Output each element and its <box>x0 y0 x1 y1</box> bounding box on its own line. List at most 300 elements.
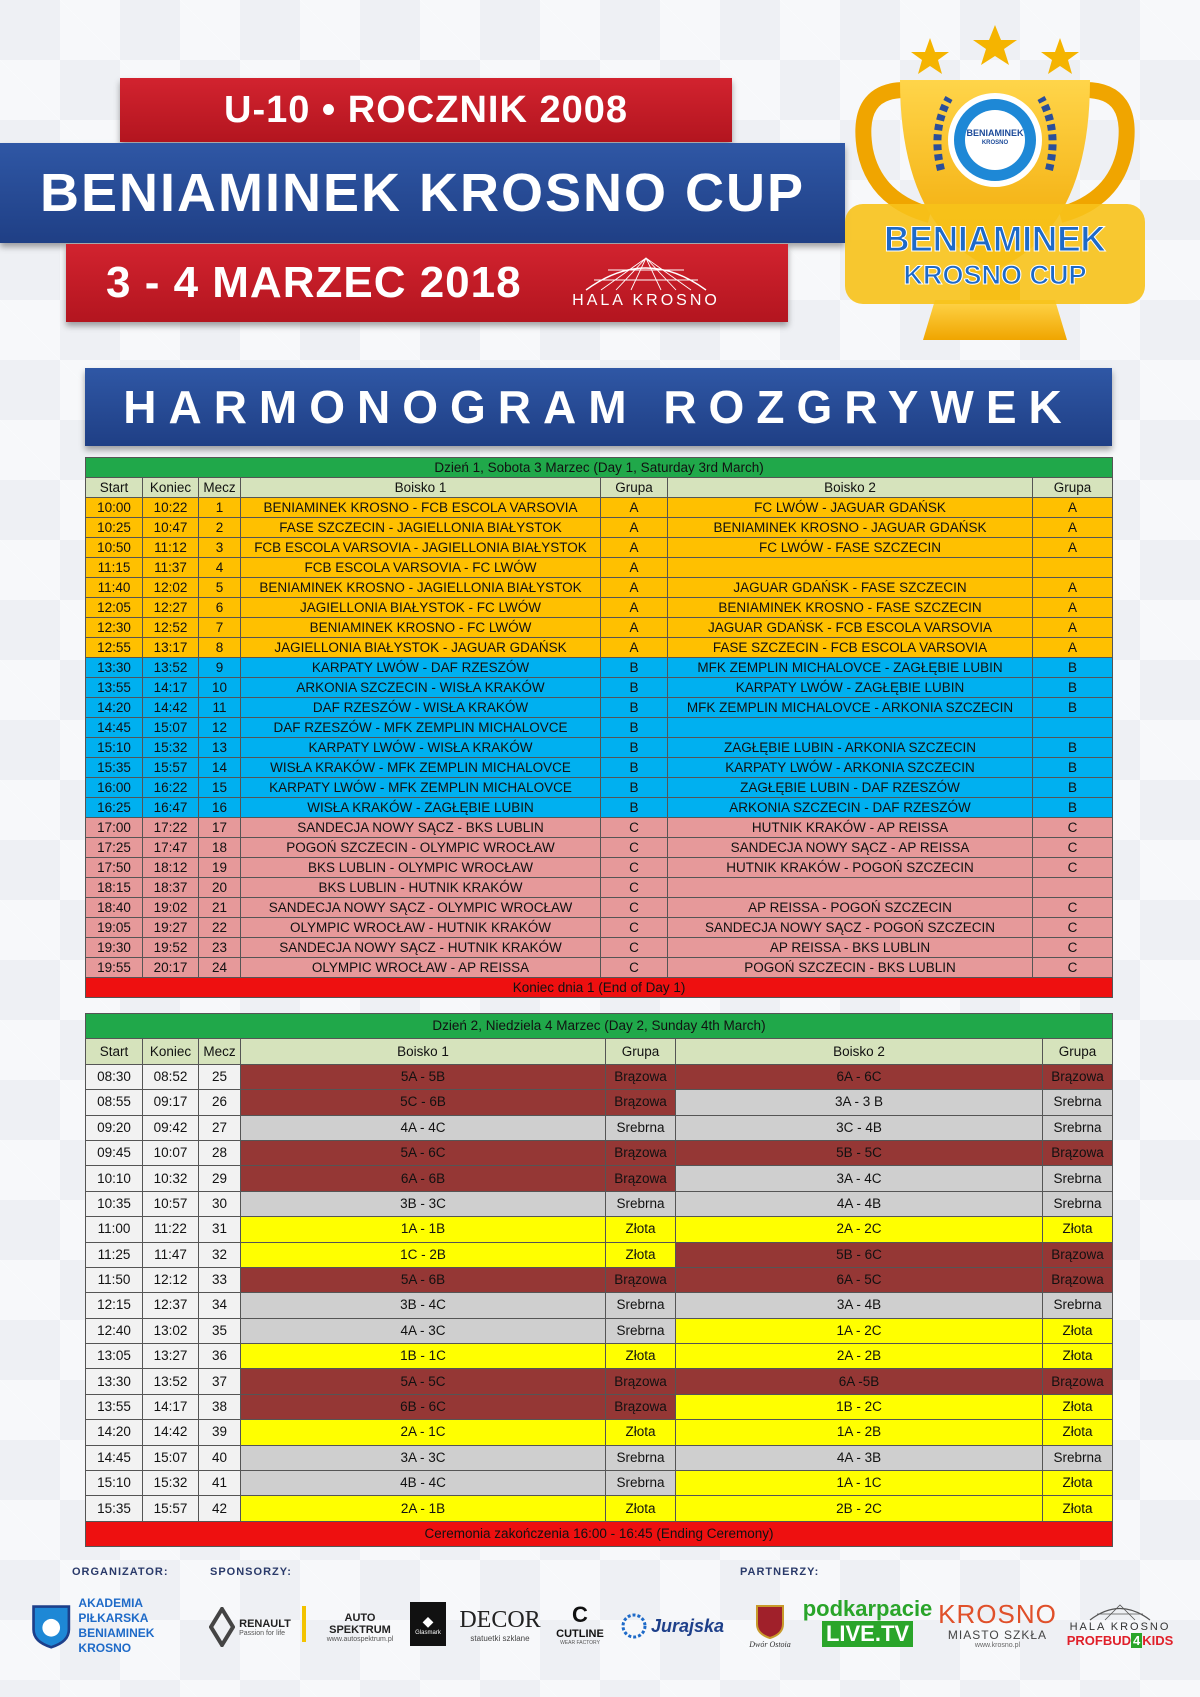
jurajska-text: Jurajska <box>650 1615 725 1636</box>
column-header: Mecz <box>199 478 241 498</box>
table-cell: 17:50 <box>86 858 143 878</box>
table-cell: B <box>601 758 668 778</box>
table-cell: DAF RZESZÓW - WISŁA KRAKÓW <box>241 698 601 718</box>
table-cell: C <box>601 958 668 978</box>
krosno-tagline: MIASTO SZKŁA <box>947 1627 1048 1642</box>
table-cell: Brązowa <box>606 1267 676 1292</box>
table-cell: 5B - 5C <box>676 1140 1043 1165</box>
table-cell: 10:10 <box>86 1166 143 1191</box>
table-cell: 2A - 2C <box>676 1217 1043 1242</box>
table-cell: 15:32 <box>143 1471 199 1496</box>
table-cell: 32 <box>199 1242 241 1267</box>
table-cell: 11:50 <box>86 1267 143 1292</box>
table-cell: 13:55 <box>86 1394 143 1419</box>
table-row <box>86 1394 1113 1419</box>
day2-heading: Dzień 2, Niedziela 4 Marzec (Day 2, Sunday 4th March) <box>86 1014 1113 1039</box>
table-cell: 19:30 <box>86 938 143 958</box>
venue-logo <box>556 252 736 316</box>
table-cell: MFK ZEMPLIN MICHALOVCE - ARKONIA SZCZECIN <box>668 698 1033 718</box>
table-cell: 6B - 6C <box>241 1394 606 1419</box>
table-cell: Brązowa <box>606 1166 676 1191</box>
table-cell: 14:42 <box>143 698 199 718</box>
table-cell: 2 <box>199 518 241 538</box>
table-cell: 12:40 <box>86 1318 143 1343</box>
table-cell: 20 <box>199 878 241 898</box>
table-cell: 22 <box>199 918 241 938</box>
table-cell: C <box>601 858 668 878</box>
table-row <box>86 1293 1113 1318</box>
table-row <box>86 638 1113 658</box>
table-cell: 6A -5B <box>676 1369 1043 1394</box>
table-cell: Brązowa <box>606 1369 676 1394</box>
table-cell: 09:42 <box>143 1115 199 1140</box>
table-cell: HUTNIK KRAKÓW - AP REISSA <box>668 818 1033 838</box>
table-cell: 1B - 2C <box>676 1394 1043 1419</box>
arena-roof-icon <box>1085 1601 1155 1621</box>
table-cell: A <box>601 578 668 598</box>
table-row <box>86 678 1113 698</box>
table-cell: 4A - 3C <box>241 1318 606 1343</box>
table-cell: 14:45 <box>86 718 143 738</box>
glasmark-logo <box>410 1602 446 1646</box>
table-cell: BENIAMINEK KROSNO - JAGIELLONIA BIAŁYSTOK <box>241 578 601 598</box>
table-cell: 14:20 <box>86 698 143 718</box>
table-cell: 13 <box>199 738 241 758</box>
table-row <box>86 518 1113 538</box>
table-cell: FCB ESCOLA VARSOVIA - FC LWÓW <box>241 558 601 578</box>
table-row <box>86 818 1113 838</box>
table-cell: Złota <box>606 1217 676 1242</box>
table-cell: 4 <box>199 558 241 578</box>
table-row <box>86 1471 1113 1496</box>
table-cell: C <box>601 898 668 918</box>
table-cell: Złota <box>1043 1471 1113 1496</box>
table-cell: Brązowa <box>606 1140 676 1165</box>
table-cell: BENIAMINEK KROSNO - JAGUAR GDAŃSK <box>668 518 1033 538</box>
autospektrum-url: www.autospektrum.pl <box>326 1635 394 1643</box>
table-cell: 14:45 <box>86 1445 143 1470</box>
table-cell: SANDECJA NOWY SĄCZ - BKS LUBLIN <box>241 818 601 838</box>
table-cell: B <box>601 698 668 718</box>
table-cell: MFK ZEMPLIN MICHALOVCE - ZAGŁĘBIE LUBIN <box>668 658 1033 678</box>
table-row <box>86 958 1113 978</box>
table-cell: 1A - 2B <box>676 1420 1043 1445</box>
table-cell: 4A - 4B <box>676 1191 1043 1216</box>
table-cell: 16:22 <box>143 778 199 798</box>
table-cell: 10:47 <box>143 518 199 538</box>
table-cell: 15:10 <box>86 738 143 758</box>
table-cell: A <box>601 558 668 578</box>
table-cell: 10:22 <box>143 498 199 518</box>
table-cell: Srebrna <box>606 1471 676 1496</box>
table-cell: A <box>601 638 668 658</box>
table-row <box>86 1090 1113 1115</box>
table-cell: 15:57 <box>143 758 199 778</box>
table-cell: 3A - 3C <box>241 1445 606 1470</box>
table-cell: BENIAMINEK KROSNO - FASE SZCZECIN <box>668 598 1033 618</box>
table-cell: 15:07 <box>143 1445 199 1470</box>
decor-logo <box>455 1600 545 1650</box>
table-cell: 19 <box>199 858 241 878</box>
table-cell: Srebrna <box>1043 1166 1113 1191</box>
table-cell: B <box>1033 738 1113 758</box>
table-cell: 36 <box>199 1344 241 1369</box>
table-cell: 41 <box>199 1471 241 1496</box>
table-cell: 14 <box>199 758 241 778</box>
table-cell: 12:02 <box>143 578 199 598</box>
table-row <box>86 858 1113 878</box>
table-row <box>86 1191 1113 1216</box>
podkarpacie-text: podkarpacie <box>802 1596 933 1621</box>
table-cell: C <box>601 878 668 898</box>
table-cell: A <box>601 518 668 538</box>
table-cell: 12:15 <box>86 1293 143 1318</box>
table-cell <box>668 718 1033 738</box>
table-cell: 6 <box>199 598 241 618</box>
table-cell: C <box>1033 858 1113 878</box>
table-cell: C <box>601 918 668 938</box>
table-row <box>86 1115 1113 1140</box>
table-cell: ZAGŁĘBIE LUBIN - ARKONIA SZCZECIN <box>668 738 1033 758</box>
table-row <box>86 1217 1113 1242</box>
table-cell: SANDECJA NOWY SĄCZ - OLYMPIC WROCŁAW <box>241 898 601 918</box>
table-cell: 34 <box>199 1293 241 1318</box>
table-row <box>86 1369 1113 1394</box>
table-cell: 13:05 <box>86 1344 143 1369</box>
table-cell: 10:57 <box>143 1191 199 1216</box>
table-row <box>86 1267 1113 1292</box>
table-cell: 39 <box>199 1420 241 1445</box>
table-cell: 9 <box>199 658 241 678</box>
table-row <box>86 658 1113 678</box>
table-row <box>86 798 1113 818</box>
table-cell: Złota <box>606 1242 676 1267</box>
table-cell: 12:12 <box>143 1267 199 1292</box>
table-cell: SANDECJA NOWY SĄCZ - POGOŃ SZCZECIN <box>668 918 1033 938</box>
day1-heading: Dzień 1, Sobota 3 Marzec (Day 1, Saturday 3rd March) <box>86 458 1113 478</box>
table-cell: 5A - 6C <box>241 1140 606 1165</box>
table-cell <box>668 558 1033 578</box>
table-cell: A <box>1033 598 1113 618</box>
table-cell: 3B - 3C <box>241 1191 606 1216</box>
table-cell: 19:52 <box>143 938 199 958</box>
table-cell: 28 <box>199 1140 241 1165</box>
table-cell: 40 <box>199 1445 241 1470</box>
table-row <box>86 838 1113 858</box>
table-cell: 13:52 <box>143 658 199 678</box>
table-cell: 3A - 4B <box>676 1293 1043 1318</box>
table-cell: B <box>601 778 668 798</box>
table-cell: C <box>1033 898 1113 918</box>
table-cell: 10:50 <box>86 538 143 558</box>
profbud-text: PROFBUD <box>1066 1632 1131 1648</box>
table-cell: 19:27 <box>143 918 199 938</box>
table-cell: Złota <box>1043 1420 1113 1445</box>
day1-schedule-table <box>85 457 1113 998</box>
table-cell: 13:30 <box>86 1369 143 1394</box>
table-cell: Złota <box>1043 1344 1113 1369</box>
table-cell: Srebrna <box>1043 1293 1113 1318</box>
table-cell: 09:17 <box>143 1090 199 1115</box>
organizer-name-line2: BENIAMINEK KROSNO <box>78 1626 155 1655</box>
table-cell <box>1033 718 1113 738</box>
table-cell: 3B - 4C <box>241 1293 606 1318</box>
organizer-logo <box>30 1596 200 1656</box>
cutline-icon: C <box>572 1602 588 1627</box>
column-header: Boisko 2 <box>676 1039 1043 1064</box>
table-cell: AP REISSA - POGOŃ SZCZECIN <box>668 898 1033 918</box>
table-cell: 11:37 <box>143 558 199 578</box>
table-cell: SANDECJA NOWY SĄCZ - HUTNIK KRAKÓW <box>241 938 601 958</box>
table-cell: 15:07 <box>143 718 199 738</box>
table-cell: Srebrna <box>1043 1090 1113 1115</box>
table-cell: 13:30 <box>86 658 143 678</box>
table-cell: 11:40 <box>86 578 143 598</box>
column-header: Boisko 2 <box>668 478 1033 498</box>
table-cell: 31 <box>199 1217 241 1242</box>
table-cell: 09:20 <box>86 1115 143 1140</box>
krosno-url: www.krosno.pl <box>974 1641 1021 1649</box>
table-cell: 12 <box>199 718 241 738</box>
table-cell: 12:05 <box>86 598 143 618</box>
table-cell: Brązowa <box>606 1090 676 1115</box>
table-cell: C <box>601 938 668 958</box>
table-cell: 8 <box>199 638 241 658</box>
table-row <box>86 558 1113 578</box>
table-cell: 17:47 <box>143 838 199 858</box>
table-cell: 37 <box>199 1369 241 1394</box>
table-cell: 21 <box>199 898 241 918</box>
table-cell: Srebrna <box>1043 1191 1113 1216</box>
table-cell: 1B - 1C <box>241 1344 606 1369</box>
table-row <box>86 1140 1113 1165</box>
table-cell: A <box>601 598 668 618</box>
renault-text: RENAULT <box>239 1617 291 1630</box>
table-cell: 11:12 <box>143 538 199 558</box>
table-cell: 18:12 <box>143 858 199 878</box>
table-cell: 6A - 6B <box>241 1166 606 1191</box>
table-cell: BKS LUBLIN - HUTNIK KRAKÓW <box>241 878 601 898</box>
table-cell: 15:10 <box>86 1471 143 1496</box>
table-cell: Złota <box>1043 1496 1113 1521</box>
table-cell: 10:00 <box>86 498 143 518</box>
table-row <box>86 1344 1113 1369</box>
table-cell: A <box>601 618 668 638</box>
table-cell: 1 <box>199 498 241 518</box>
column-header: Start <box>86 1039 143 1064</box>
table-cell: 3 <box>199 538 241 558</box>
table-row <box>86 698 1113 718</box>
table-cell: 15:35 <box>86 1496 143 1521</box>
column-header: Boisko 1 <box>241 478 601 498</box>
table-row <box>86 778 1113 798</box>
cutline-text: CUTLINE <box>556 1628 604 1640</box>
table-cell: 18 <box>199 838 241 858</box>
table-cell: B <box>601 738 668 758</box>
table-cell: 38 <box>199 1394 241 1419</box>
cutline-logo <box>545 1596 615 1652</box>
column-header: Grupa <box>601 478 668 498</box>
table-cell: A <box>1033 498 1113 518</box>
table-cell: B <box>1033 758 1113 778</box>
table-cell: 11 <box>199 698 241 718</box>
table-cell: 12:55 <box>86 638 143 658</box>
trophy-line1: BENIAMINEK <box>884 220 1106 259</box>
table-cell: 11:00 <box>86 1217 143 1242</box>
table-cell: 09:45 <box>86 1140 143 1165</box>
table-cell: 4A - 3B <box>676 1445 1043 1470</box>
table-cell: 6A - 6C <box>676 1064 1043 1089</box>
table-cell: Brązowa <box>606 1064 676 1089</box>
table-cell: 23 <box>199 938 241 958</box>
partners-label: PARTNERZY: <box>740 1566 820 1578</box>
table-cell: 2B - 2C <box>676 1496 1043 1521</box>
table-cell: 5B - 6C <box>676 1242 1043 1267</box>
table-cell: Srebrna <box>1043 1445 1113 1470</box>
table-row <box>86 878 1113 898</box>
table-cell: Złota <box>1043 1217 1113 1242</box>
table-cell: BKS LUBLIN - OLYMPIC WROCŁAW <box>241 858 601 878</box>
livetv-text: LIVE.TV <box>822 1621 913 1647</box>
table-cell <box>1033 878 1113 898</box>
trophy-icon <box>845 20 1145 360</box>
table-cell: 13:02 <box>143 1318 199 1343</box>
table-cell: ARKONIA SZCZECIN - DAF RZESZÓW <box>668 798 1033 818</box>
table-cell: 12:30 <box>86 618 143 638</box>
table-cell: 35 <box>199 1318 241 1343</box>
table-cell: OLYMPIC WROCŁAW - HUTNIK KRAKÓW <box>241 918 601 938</box>
table-cell: 12:52 <box>143 618 199 638</box>
table-cell: KARPATY LWÓW - WISŁA KRAKÓW <box>241 738 601 758</box>
table-cell: JAGIELLONIA BIAŁYSTOK - JAGUAR GDAŃSK <box>241 638 601 658</box>
table-cell: A <box>1033 578 1113 598</box>
table-cell: KARPATY LWÓW - DAF RZESZÓW <box>241 658 601 678</box>
table-cell: 24 <box>199 958 241 978</box>
table-cell: 30 <box>199 1191 241 1216</box>
crest-icon <box>753 1600 787 1640</box>
table-cell: 15:32 <box>143 738 199 758</box>
table-cell: AP REISSA - BKS LUBLIN <box>668 938 1033 958</box>
table-cell: Srebrna <box>606 1293 676 1318</box>
table-cell: 25 <box>199 1064 241 1089</box>
table-cell: 17:22 <box>143 818 199 838</box>
table-cell: 10:07 <box>143 1140 199 1165</box>
table-cell: C <box>1033 958 1113 978</box>
table-cell: A <box>1033 618 1113 638</box>
table-cell: 11:47 <box>143 1242 199 1267</box>
table-cell: 4A - 4C <box>241 1115 606 1140</box>
renault-logo <box>205 1604 295 1650</box>
table-cell: C <box>1033 938 1113 958</box>
table-cell: 13:52 <box>143 1369 199 1394</box>
table-cell: 14:17 <box>143 1394 199 1419</box>
table-cell: Srebrna <box>606 1445 676 1470</box>
table-cell: 15:57 <box>143 1496 199 1521</box>
day2-column-headers <box>86 1039 1113 1064</box>
table-cell: B <box>601 718 668 738</box>
table-cell: C <box>1033 918 1113 938</box>
day1-column-headers <box>86 478 1113 498</box>
table-cell: ZAGŁĘBIE LUBIN - DAF RZESZÓW <box>668 778 1033 798</box>
table-cell: 17:25 <box>86 838 143 858</box>
trophy-logo <box>845 20 1145 360</box>
table-cell: WISŁA KRAKÓW - ZAGŁĘBIE LUBIN <box>241 798 601 818</box>
table-cell: 18:40 <box>86 898 143 918</box>
table-cell: B <box>1033 698 1113 718</box>
table-cell: KARPATY LWÓW - ZAGŁĘBIE LUBIN <box>668 678 1033 698</box>
table-cell: 16:00 <box>86 778 143 798</box>
table-cell: 2A - 1B <box>241 1496 606 1521</box>
table-cell: C <box>1033 818 1113 838</box>
table-cell: Brązowa <box>1043 1140 1113 1165</box>
table-row <box>86 498 1113 518</box>
table-cell: 11:25 <box>86 1242 143 1267</box>
table-row <box>86 578 1113 598</box>
table-row <box>86 738 1113 758</box>
table-cell: JAGUAR GDAŃSK - FCB ESCOLA VARSOVIA <box>668 618 1033 638</box>
table-cell: BENIAMINEK KROSNO - FCB ESCOLA VARSOVIA <box>241 498 601 518</box>
event-dates: 3 - 4 MARZEC 2018 <box>106 258 522 307</box>
arena-roof-icon <box>556 252 736 292</box>
table-cell: POGOŃ SZCZECIN - BKS LUBLIN <box>668 958 1033 978</box>
table-cell: 16:47 <box>143 798 199 818</box>
dwor-ostoia-text: Dwór Ostoia <box>749 1639 791 1649</box>
table-row <box>86 918 1113 938</box>
profbud-kids: KIDS <box>1142 1632 1174 1648</box>
table-row <box>86 1496 1113 1521</box>
table-cell: B <box>1033 778 1113 798</box>
table-cell: FASE SZCZECIN - FCB ESCOLA VARSOVIA <box>668 638 1033 658</box>
table-cell: 26 <box>199 1090 241 1115</box>
table-cell: Złota <box>1043 1318 1113 1343</box>
table-cell: B <box>1033 678 1113 698</box>
table-row <box>86 1318 1113 1343</box>
column-header: Koniec <box>143 1039 199 1064</box>
table-cell: 1A - 2C <box>676 1318 1043 1343</box>
table-cell: 19:55 <box>86 958 143 978</box>
table-cell: C <box>601 838 668 858</box>
column-header: Grupa <box>606 1039 676 1064</box>
profbud-num: 4 <box>1132 1632 1141 1648</box>
jurajska-logo <box>615 1606 730 1646</box>
table-cell: 42 <box>199 1496 241 1521</box>
age-group-banner: U-10 • ROCZNIK 2008 <box>120 78 732 142</box>
table-cell: FCB ESCOLA VARSOVIA - JAGIELLONIA BIAŁYSTOK <box>241 538 601 558</box>
sponsors-label: SPONSORZY: <box>210 1566 292 1578</box>
table-cell: A <box>1033 518 1113 538</box>
table-cell: 10:32 <box>143 1166 199 1191</box>
club-shield-icon <box>30 1600 72 1652</box>
table-cell: Brązowa <box>1043 1242 1113 1267</box>
dwor-ostoia-logo <box>740 1592 800 1656</box>
table-cell: Złota <box>606 1496 676 1521</box>
table-cell: WISŁA KRAKÓW - MFK ZEMPLIN MICHALOVCE <box>241 758 601 778</box>
table-cell: Brązowa <box>606 1394 676 1419</box>
table-cell: 10:35 <box>86 1191 143 1216</box>
table-cell: 29 <box>199 1166 241 1191</box>
hala-text: HALA KROSNO <box>1069 1620 1171 1633</box>
sponsors-footer <box>0 1566 1200 1686</box>
table-row <box>86 1064 1113 1089</box>
table-cell: B <box>601 798 668 818</box>
table-row <box>86 1166 1113 1191</box>
table-cell: B <box>601 658 668 678</box>
venue-name: HALA KROSNO <box>572 292 720 309</box>
table-row <box>86 898 1113 918</box>
table-cell <box>668 878 1033 898</box>
table-row <box>86 1420 1113 1445</box>
krosno-text: KROSNO <box>938 1598 1057 1629</box>
